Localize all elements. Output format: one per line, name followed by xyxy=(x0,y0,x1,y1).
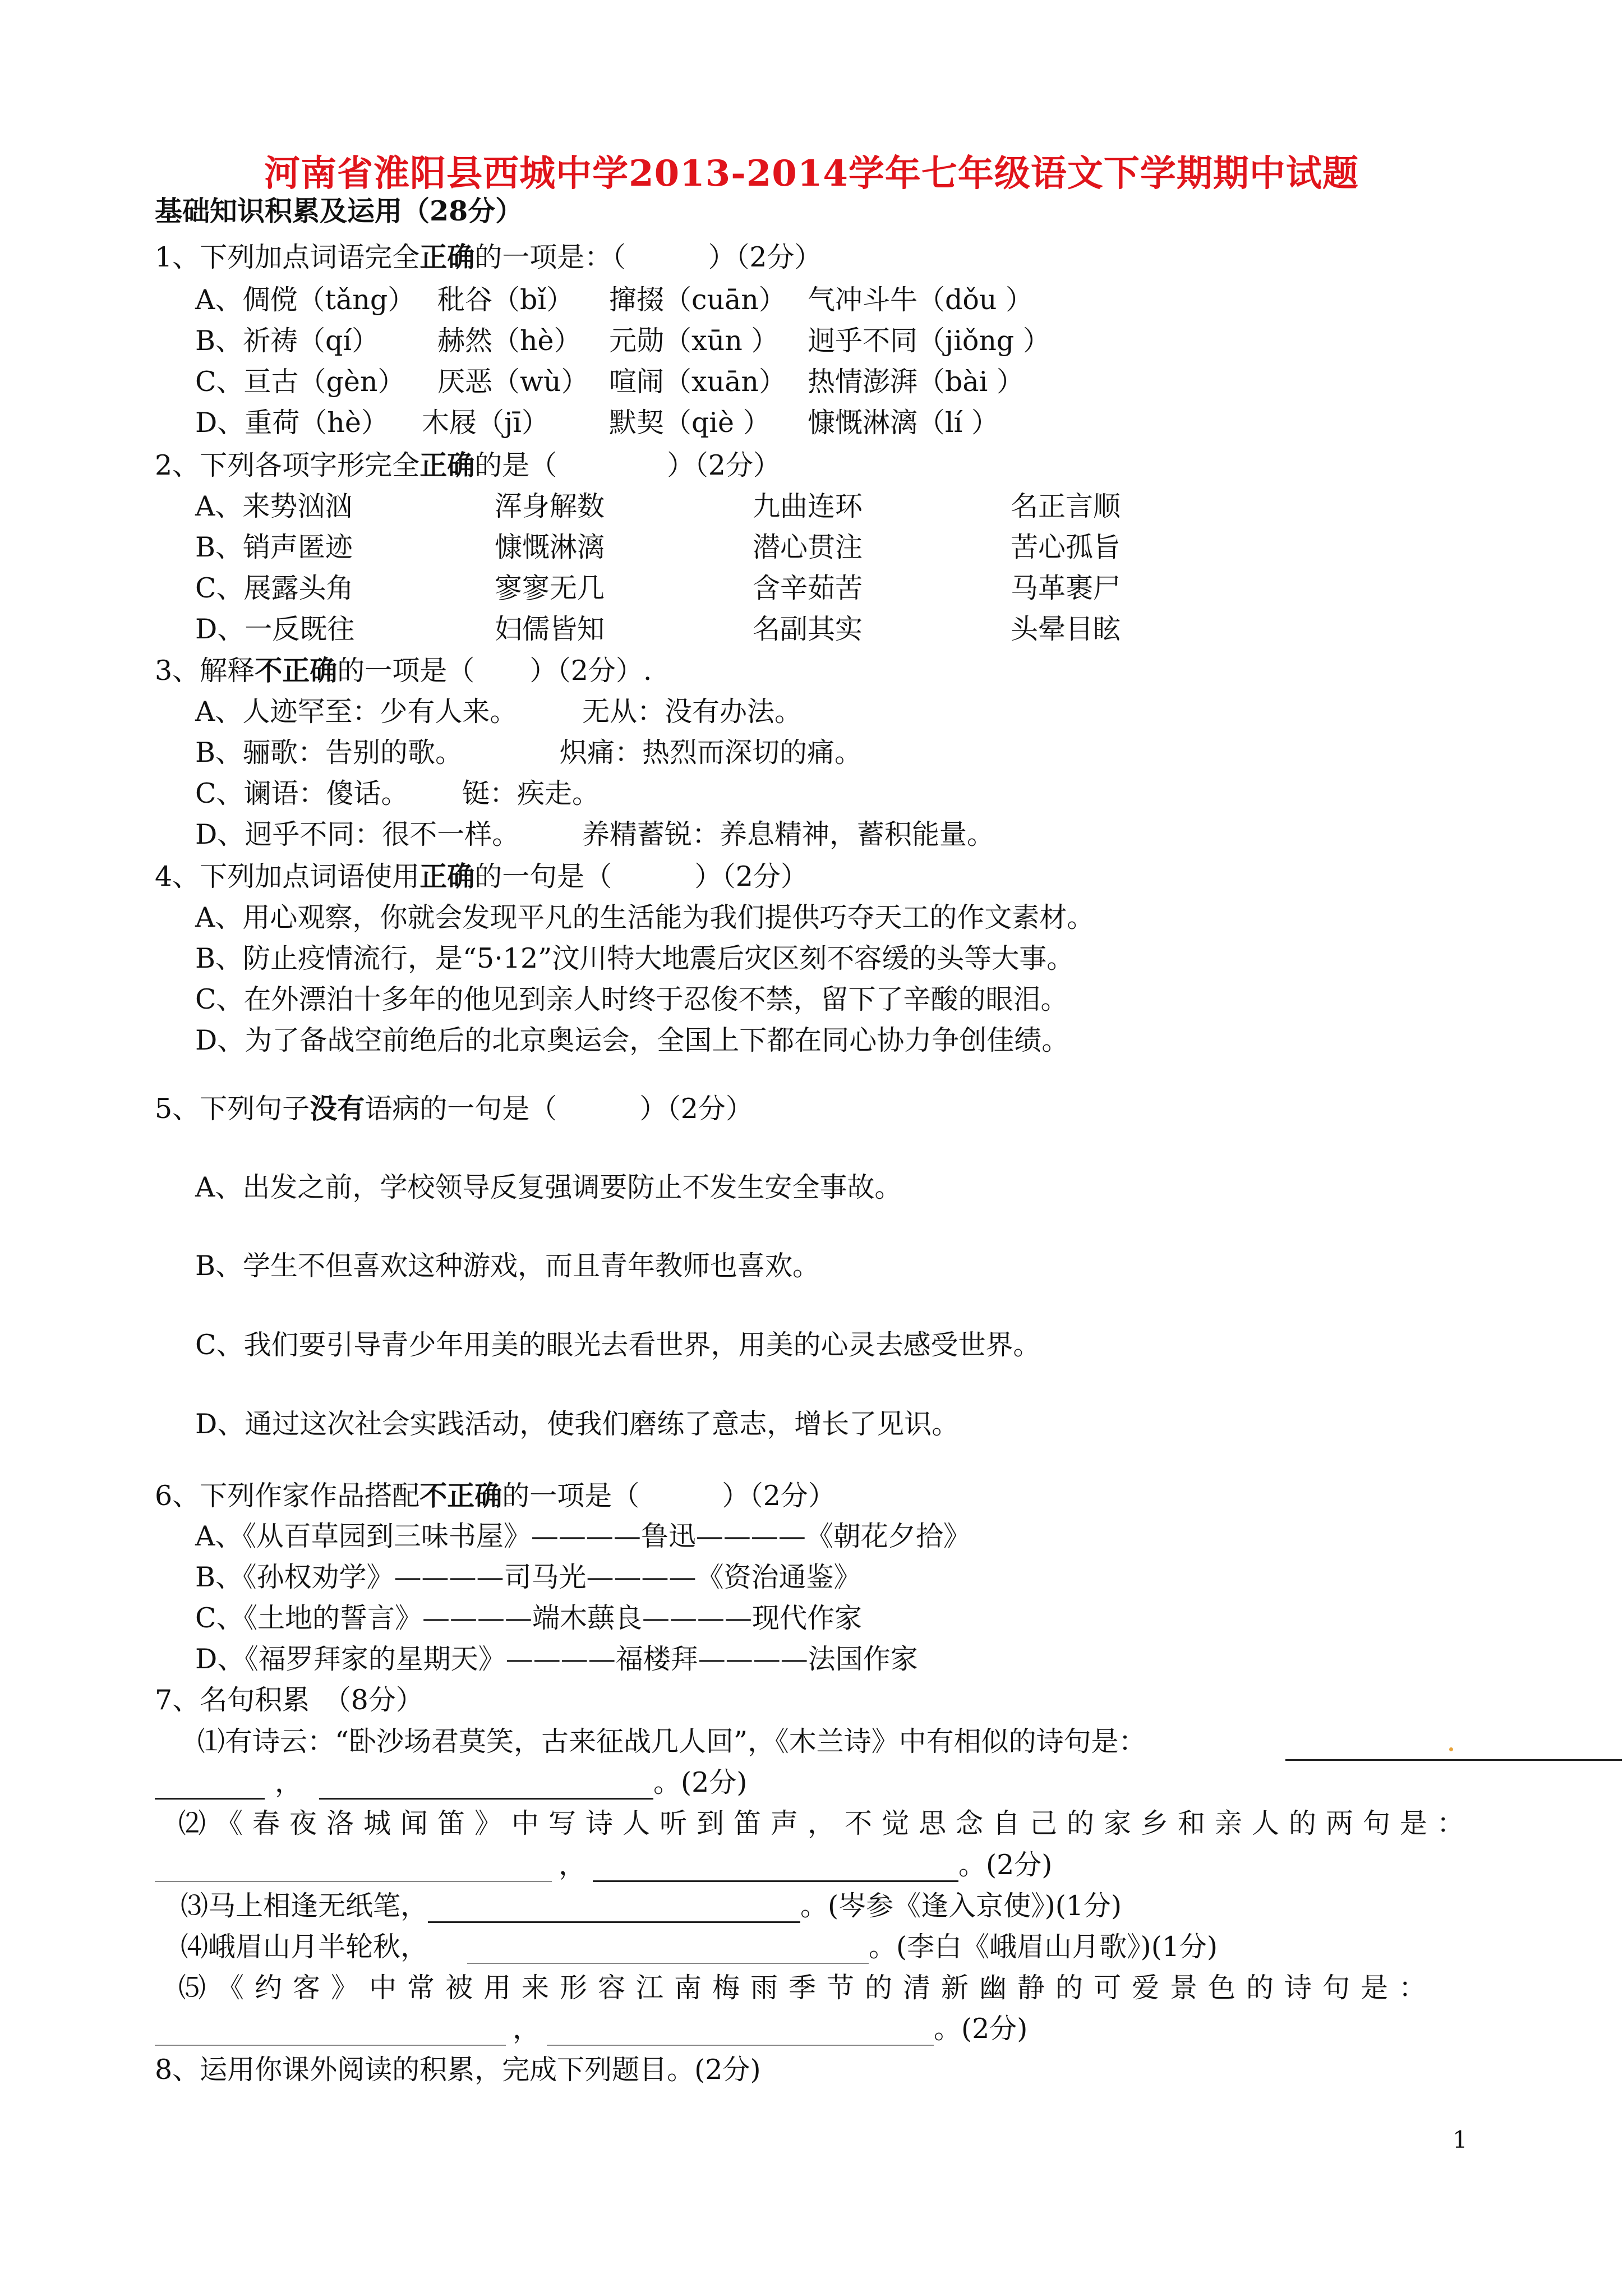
q3-a-2: 无从：没有办法。 xyxy=(582,696,803,728)
q7-item-1-blank-3[interactable] xyxy=(319,1772,653,1800)
q7-item-2-line-2 xyxy=(155,1848,1052,1882)
q7-item-5-score: 。(2分) xyxy=(934,2013,1028,2045)
q1-stem-key: 正确 xyxy=(419,241,475,273)
q2-a-3: 九曲连环 xyxy=(753,490,863,522)
q7-item-3-blank[interactable] xyxy=(428,1895,800,1923)
q7-item-3-prompt: ⑶马上相逢无纸笔， xyxy=(181,1890,428,1922)
q2-a-4: 名正言顺 xyxy=(1011,490,1121,522)
q7-item-5-blank-2[interactable] xyxy=(547,2019,934,2046)
q5-option-d: D、通过这次社会实践活动，使我们磨练了意志，增长了见识。 xyxy=(195,1408,960,1440)
q6-option-a: A、《从百草园到三味书屋》————鲁迅————《朝花夕拾》 xyxy=(195,1520,971,1552)
q6-option-b: B、《孙权劝学》————司马光————《资治通鉴》 xyxy=(195,1561,861,1593)
q1-d-3: 默契（qiè ） xyxy=(609,407,771,439)
question-7-stem: 7、名句积累 （8分） xyxy=(155,1684,423,1716)
q3-stem-post: 的一项是（ ）（2分）. xyxy=(337,655,652,687)
q5-stem-key: 没有 xyxy=(310,1092,365,1125)
q2-d-1: D、一反既往 xyxy=(195,613,355,645)
q2-b-4: 苦心孤旨 xyxy=(1011,531,1121,563)
q7-item-2-prompt: ⑵《春夜洛城闻笛》中写诗人听到笛声，不觉思念自己的家乡和亲人的两句是： xyxy=(178,1807,1474,1839)
q6-option-c: C、《土地的誓言》————端木蕻良————现代作家 xyxy=(195,1602,862,1634)
question-3-stem xyxy=(155,654,652,688)
q2-a-1: A、来势汹汹 xyxy=(195,490,353,522)
q1-b-2: 赫然（hè） xyxy=(437,325,582,357)
section-heading: 基础知识积累及运用（28分） xyxy=(155,195,523,227)
question-1-stem xyxy=(155,240,822,274)
q6-stem-key: 不正确 xyxy=(419,1479,502,1512)
q2-stem-key: 正确 xyxy=(419,449,475,481)
q7-item-1-prompt: ⑴有诗云：“卧沙场君莫笑，古来征战几人回”，《木兰诗》中有相似的诗句是： xyxy=(197,1726,1146,1757)
q2-b-1: B、销声匿迹 xyxy=(195,531,353,563)
q4-option-d: D、为了备战空前绝后的北京奥运会，全国上下都在同心协力争创佳绩。 xyxy=(195,1024,1069,1056)
q2-d-4: 头晕目眩 xyxy=(1011,613,1121,645)
q7-item-3-source: 。(岑参《逢入京使》)(1分) xyxy=(800,1890,1122,1922)
q2-stem-post: 的是（ ）（2分） xyxy=(474,449,781,481)
q1-stem-pre: 1、下列加点词语完全 xyxy=(155,241,420,273)
q3-a-1: A、人迹罕至：少有人来。 xyxy=(195,696,518,728)
q2-b-2: 慷慨淋漓 xyxy=(495,531,605,563)
q2-d-3: 名副其实 xyxy=(753,613,863,645)
question-6-stem xyxy=(155,1479,836,1513)
q7-item-5-blank-1[interactable] xyxy=(155,2019,506,2046)
q1-stem-post: 的一项是：（ ）（2分） xyxy=(474,241,822,273)
q3-c-2: 铤：疾走。 xyxy=(462,777,600,809)
q1-d-1: D、重荷（hè） xyxy=(195,407,389,439)
q3-d-1: D、迥乎不同：很不一样。 xyxy=(195,818,520,850)
q1-c-2: 厌恶（wù） xyxy=(437,366,589,398)
q5-option-c: C、我们要引导青少年用美的眼光去看世界，用美的心灵去感受世界。 xyxy=(195,1329,1041,1361)
q7-item-5-prompt: ⑸《约客》中常被用来形容江南梅雨季节的清新幽静的可爱景色的诗句是： xyxy=(178,1972,1437,2004)
q7-item-1-blank-2[interactable] xyxy=(155,1772,265,1800)
question-8-stem: 8、运用你课外阅读的积累，完成下列题目。(2分) xyxy=(155,2054,761,2086)
q1-c-4: 热情澎湃（bài ） xyxy=(808,366,1024,398)
q7-item-4-prompt: ⑷峨眉山月半轮秋， xyxy=(181,1931,428,1963)
q7-item-2-score: 。(2分) xyxy=(958,1849,1053,1881)
q3-b-2: 炽痛：热烈而深切的痛。 xyxy=(560,737,863,769)
q5-stem-post: 语病的一句是（ ）（2分） xyxy=(365,1093,753,1125)
q2-b-3: 潜心贯注 xyxy=(753,531,863,563)
exam-title: 河南省淮阳县西城中学2013-2014学年七年级语文下学期期中试题 xyxy=(264,153,1359,195)
q1-c-1: C、亘古（gèn） xyxy=(195,366,405,398)
q1-d-4: 慷慨淋漓（lí ） xyxy=(808,407,999,439)
q1-c-3: 喧闹（xuān） xyxy=(609,366,786,398)
q2-d-2: 妇儒皆知 xyxy=(495,613,605,645)
question-5-stem xyxy=(155,1092,753,1126)
q1-a-3: 撺掇（cuān） xyxy=(609,284,786,316)
q4-option-b: B、防止疫情流行，是“5·12”汶川特大地震后灾区刻不容缓的头等大事。 xyxy=(195,942,1075,974)
question-4-stem xyxy=(155,859,808,894)
q3-stem-pre: 3、解释 xyxy=(155,655,255,687)
q1-a-2: 秕谷（bǐ） xyxy=(437,284,574,316)
q7-item-5-line-2 xyxy=(155,2012,1027,2046)
page-number: 1 xyxy=(1453,2126,1468,2154)
q7-item-2-blank-2[interactable] xyxy=(593,1855,958,1882)
q2-a-2: 浑身解数 xyxy=(495,490,605,522)
q1-b-4: 迥乎不同（jiǒng ） xyxy=(808,325,1050,357)
q7-item-5-sep: ， xyxy=(513,2013,541,2045)
q7-item-1-sep: ， xyxy=(275,1766,303,1798)
q7-item-4 xyxy=(181,1930,1218,1964)
q3-b-1: B、骊歌：告别的歌。 xyxy=(195,737,463,769)
q3-stem-key: 不正确 xyxy=(255,654,338,687)
question-2-stem xyxy=(155,448,781,482)
q7-item-1-blank-1[interactable] xyxy=(1285,1733,1622,1761)
q2-c-2: 寥寥无几 xyxy=(495,572,605,604)
orange-dot-mark xyxy=(1449,1747,1453,1751)
q7-item-3 xyxy=(181,1889,1122,1923)
q7-item-2-sep: ， xyxy=(559,1849,587,1881)
q2-c-1: C、展露头角 xyxy=(195,572,354,604)
q6-option-d: D、《福罗拜家的星期天》————福楼拜————法国作家 xyxy=(195,1643,918,1675)
q1-a-1: A、倜傥（tǎng） xyxy=(195,284,416,316)
q4-option-c: C、在外漂泊十多年的他见到亲人时终于忍俊不禁，留下了辛酸的眼泪。 xyxy=(195,983,1068,1015)
q3-d-2: 养精蓄锐：养息精神，蓄积能量。 xyxy=(582,818,995,850)
q4-stem-key: 正确 xyxy=(419,860,475,892)
q1-b-3: 元勋（xūn ） xyxy=(609,325,779,357)
q1-d-2: 木屐（jī） xyxy=(422,407,549,439)
q1-a-4: 气冲斗牛（dǒu ） xyxy=(808,284,1034,316)
q7-item-1-line-2 xyxy=(155,1766,747,1800)
q1-b-1: B、祈祷（qí） xyxy=(195,325,380,357)
q3-c-1: C、谰语：傻话。 xyxy=(195,777,409,809)
q7-item-1-score: 。(2分) xyxy=(653,1766,748,1798)
q6-stem-post: 的一项是（ ）（2分） xyxy=(502,1480,836,1512)
q7-item-4-source: 。(李白《峨眉山月歌》)(1分) xyxy=(869,1931,1218,1963)
q5-option-a: A、出发之前，学校领导反复强调要防止不发生安全事故。 xyxy=(195,1171,902,1203)
q2-c-3: 含辛茹苦 xyxy=(753,572,863,604)
q5-option-b: B、学生不但喜欢这种游戏，而且青年教师也喜欢。 xyxy=(195,1250,820,1282)
q7-item-2-blank-1[interactable] xyxy=(155,1855,552,1882)
q6-stem-pre: 6、下列作家作品搭配 xyxy=(155,1480,420,1512)
q4-stem-pre: 4、下列加点词语使用 xyxy=(155,861,420,892)
q7-item-4-blank[interactable] xyxy=(467,1937,869,1964)
q2-stem-pre: 2、下列各项字形完全 xyxy=(155,449,420,481)
q2-c-4: 马革裹尸 xyxy=(1011,572,1121,604)
q4-option-a: A、用心观察，你就会发现平凡的生活能为我们提供巧夺天工的作文素材。 xyxy=(195,901,1095,933)
q4-stem-post: 的一句是（ ）（2分） xyxy=(474,861,808,892)
q5-stem-pre: 5、下列句子 xyxy=(155,1093,310,1125)
